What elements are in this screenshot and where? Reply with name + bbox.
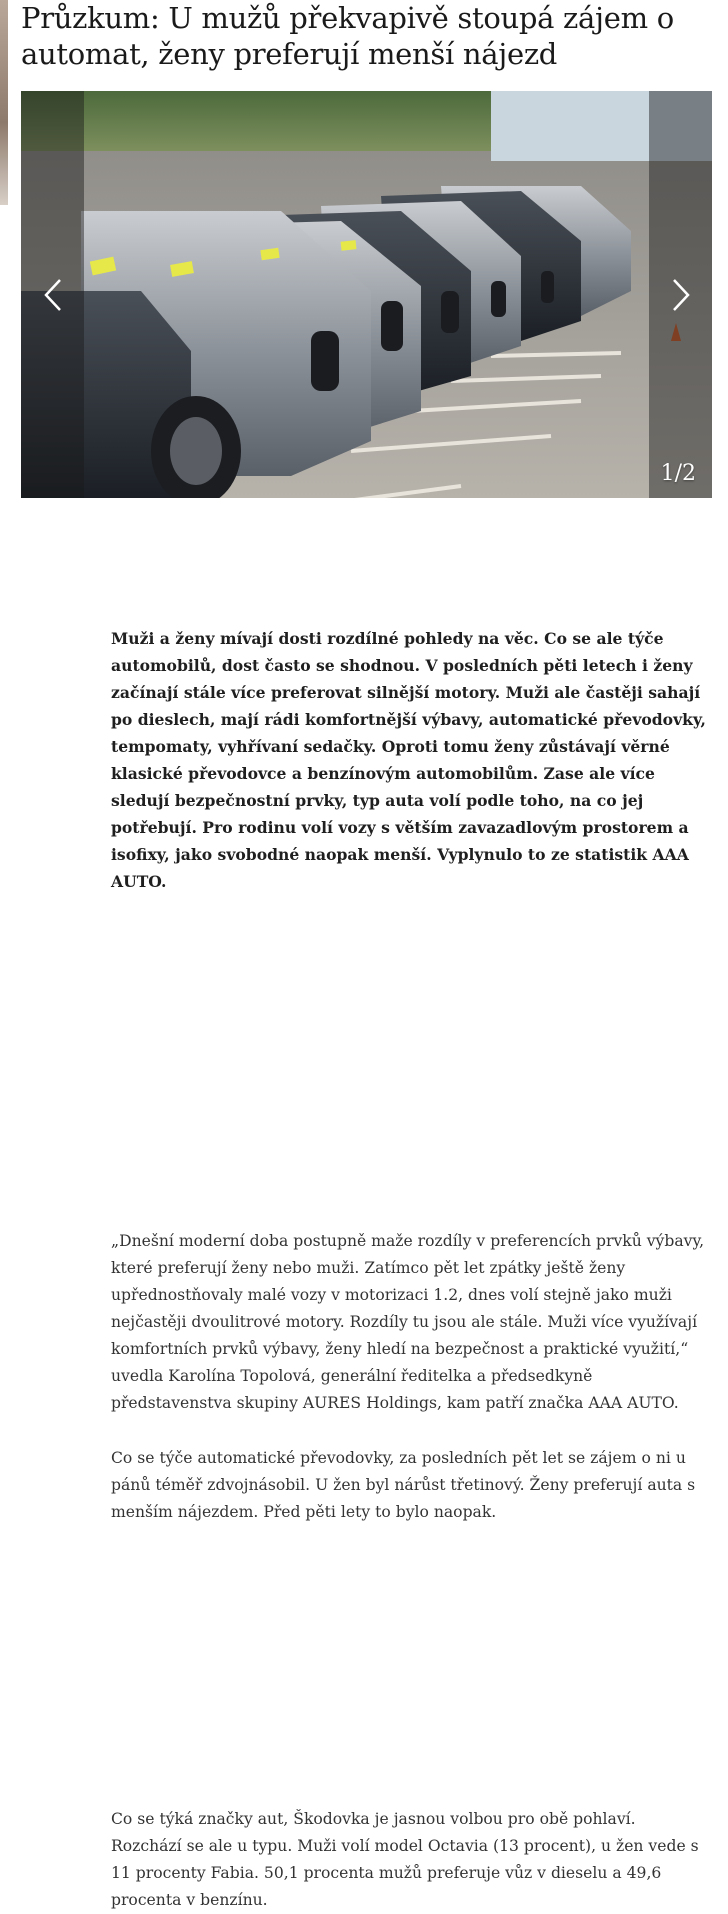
left-edge-strip xyxy=(0,0,8,205)
gallery-counter: 1/2 xyxy=(660,461,696,486)
gallery-next-button[interactable] xyxy=(649,91,712,498)
chevron-right-icon xyxy=(671,277,691,313)
article-perex: Muži a ženy mívají dosti rozdílné pohledy na věc. Co se ale týče automobilů, dost často se shodnou. V posledních pěti letech i ženy začínají stále více preferovat silnější motory. Muži ale častěji sahají po dieslech, mají rádi komfortnější výbavy, automatické převodovky, tempomaty, vyhřívaní sedačky. Oproti tomu ženy zůstávají věrné klasické převodovce a benzínovým automobilům. Zase ale více sledují bezpečnostní prvky, typ auta volí podle toho, na co jej potřebují. Pro rodinu volí vozy s větším zavazadlovým prostorem a isofixy, jako svobodné naopak menší. Vyplynulo to ze statistik AAA AUTO. xyxy=(111,629,706,891)
article-paragraph: Co se týče automatické převodovky, za posledních pět let se zájem o ni u pánů téměř zdvojnásobil. U žen byl nárůst třetinový. Ženy preferují auta s menším nájezdem. Před pěti lety to bylo naopak. xyxy=(111,1449,696,1521)
gallery-photo xyxy=(21,91,712,498)
article-title: Průzkum: U mužů překvapivě stoupá zájem o automat, ženy preferují menší nájezd xyxy=(21,1,674,71)
article-paragraph: Co se týká značky aut, Škodovka je jasnou volbou pro obě pohlaví. Rozchází se ale u typu. Muži volí model Octavia (13 procent), u žen vede s 11 procenty Fabia. 50,1 procenta mužů preferuje vůz v dieselu a 49,6 procenta v benzínu. xyxy=(111,1810,699,1909)
article-paragraph: „Dnešní moderní doba postupně maže rozdíly v preferencích prvků výbavy, které preferují ženy nebo muži. Zatímco pět let zpátky ještě ženy upřednostňovaly malé vozy v motorizaci 1.2, dnes volí stejně jako muži nejčastěji dvoulitrové motory. Rozdíly tu jsou ale stále. Muži více využívají komfortních prvků výbavy, ženy hledí na bezpečnost a praktické využití,“ uvedla Karolína Topolová, generální ředitelka a předsedkyně představenstva skupiny AURES Holdings, kam patří značka AAA AUTO. xyxy=(111,1232,705,1412)
gallery-prev-button[interactable] xyxy=(21,91,84,498)
chevron-left-icon xyxy=(43,277,63,313)
photo-gallery[interactable] xyxy=(21,91,712,498)
